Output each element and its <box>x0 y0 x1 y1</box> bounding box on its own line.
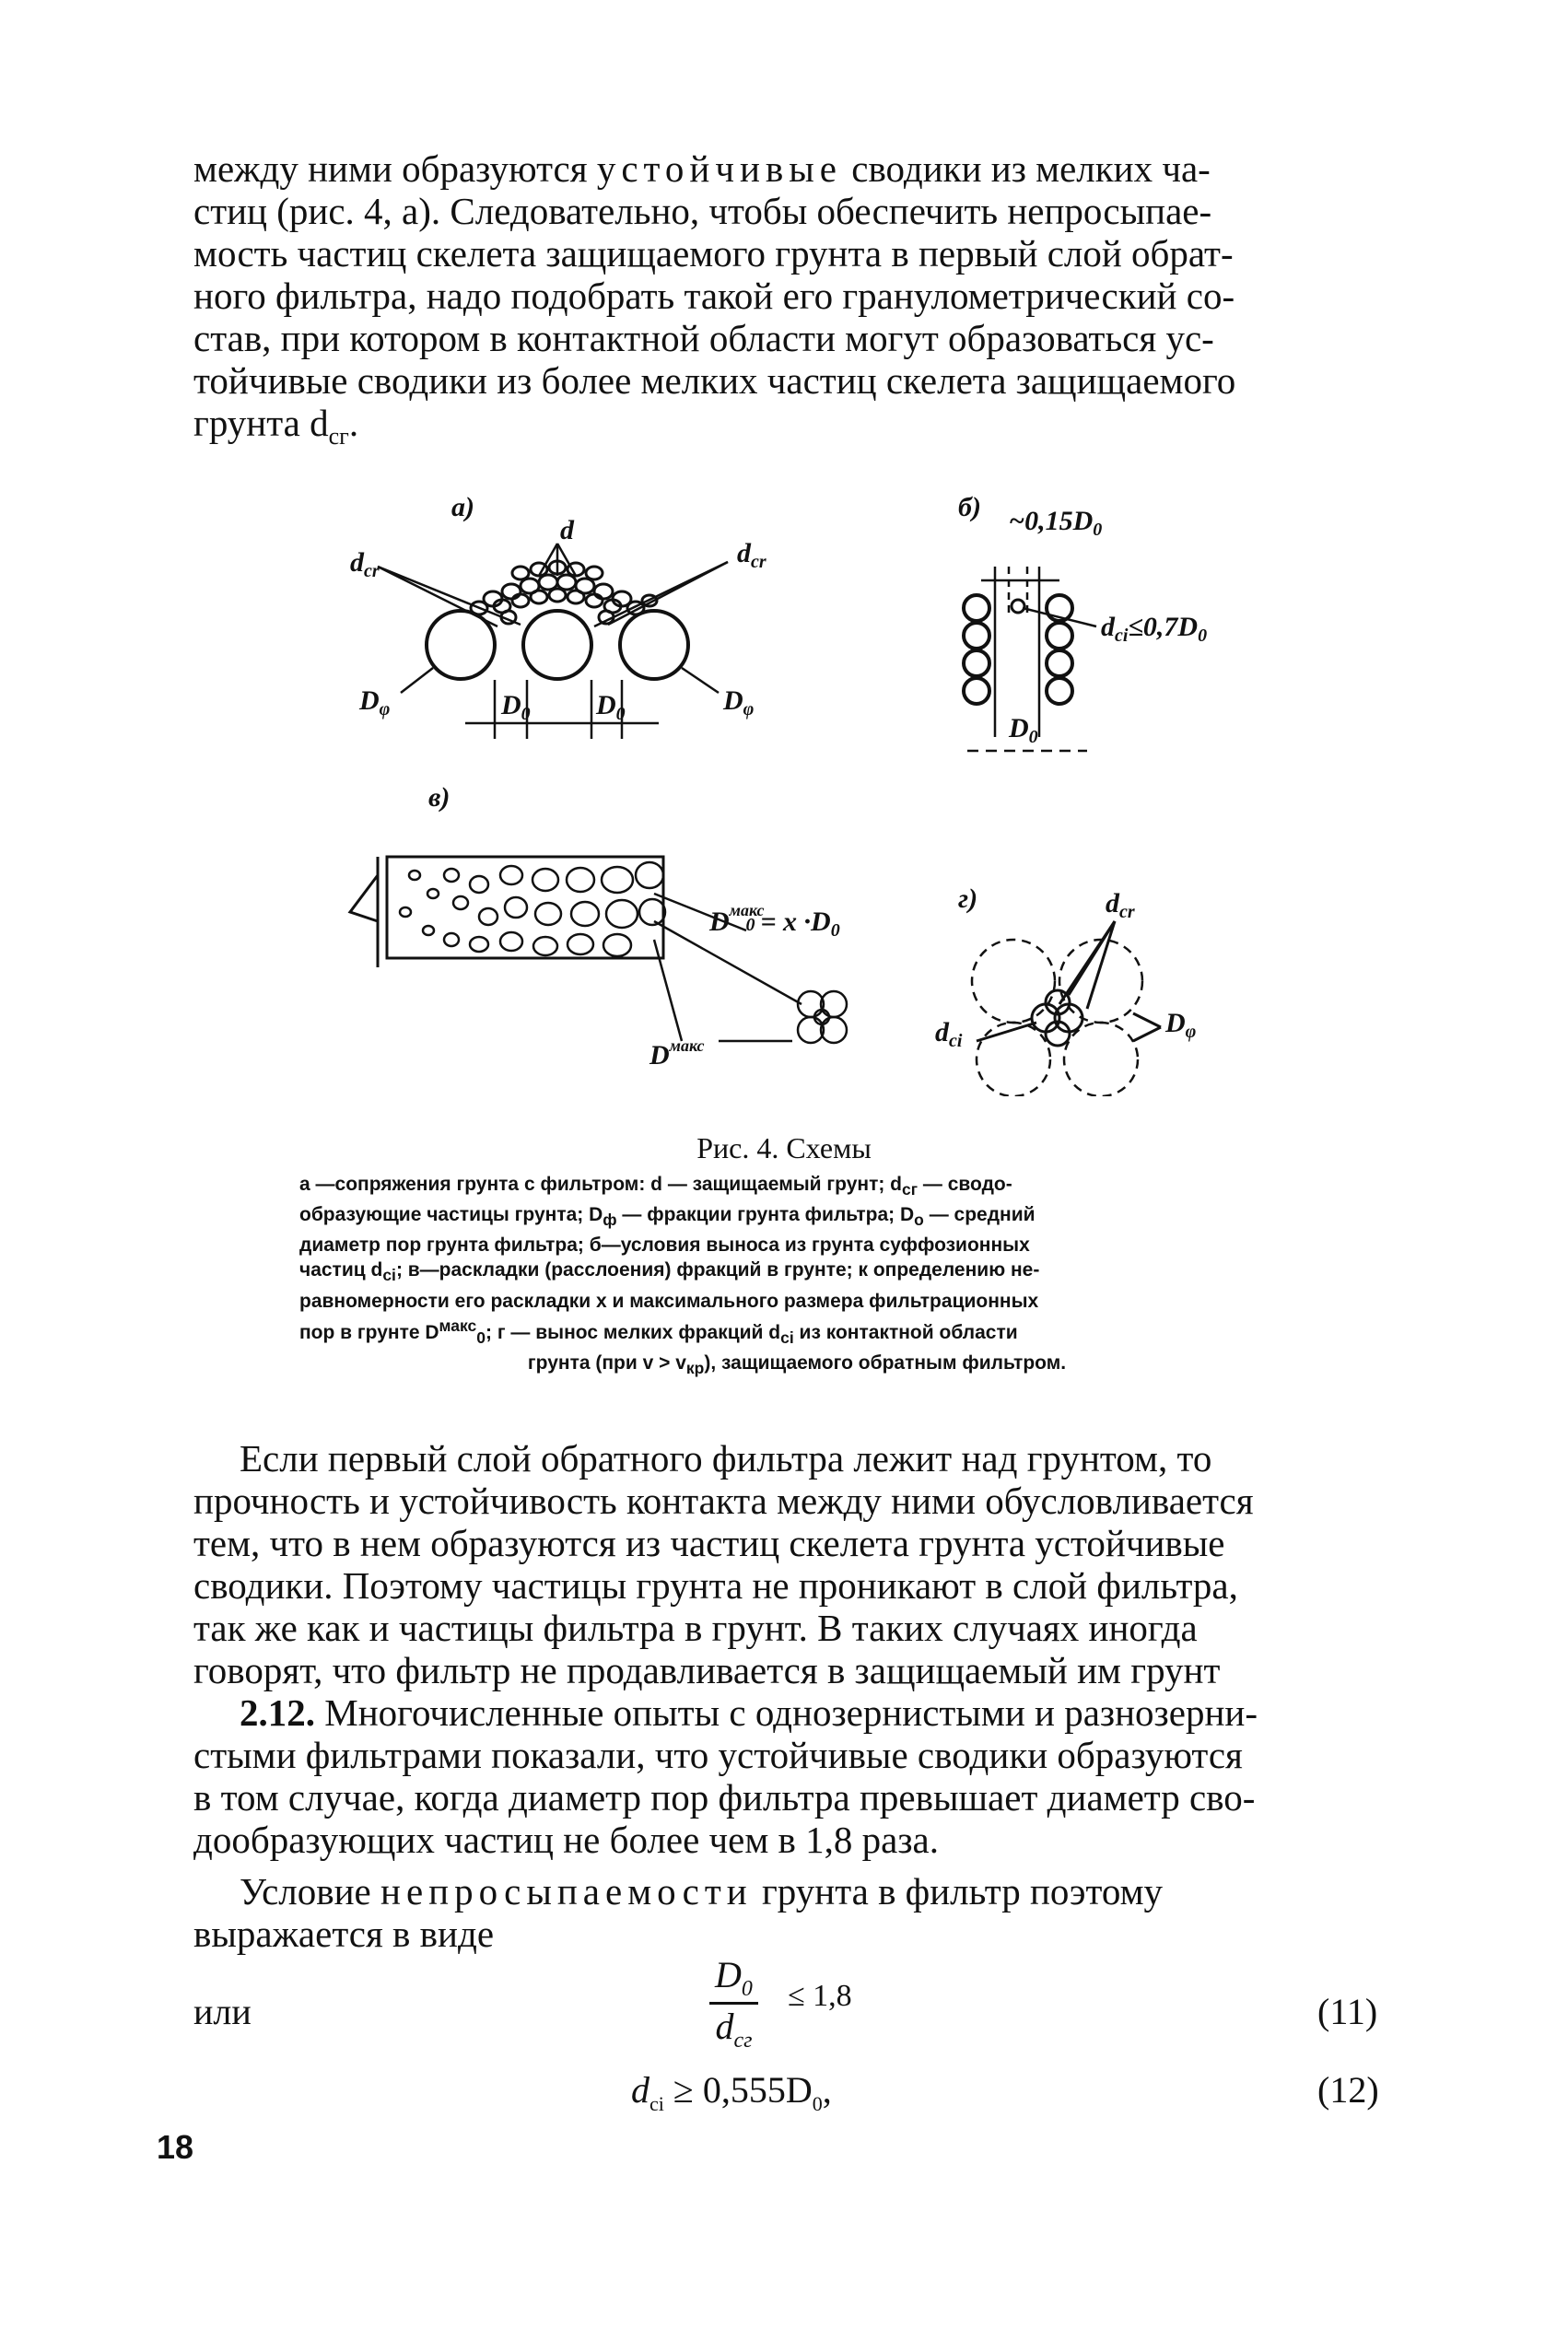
caption-line: пор в грунте $D^{макс}_0$; г — вынос мелких фракций $d_{ci}$ из контактной области <box>299 1316 1018 1347</box>
text-fragment: грунта d <box>193 402 329 444</box>
label-g: г) <box>958 883 978 914</box>
text-fragment: между ними образуются <box>193 147 588 190</box>
c-scheme <box>350 857 847 1043</box>
body-line: тем, что в нем образуются из частиц скелета грунта устойчивые <box>193 1522 1225 1564</box>
section-2-12-paragraph <box>193 1691 1410 1861</box>
label-v: в) <box>428 782 451 813</box>
label-Df-right: $D_\varphi$ <box>723 685 755 719</box>
top-line-6: тойчивые сводики из более мелких частиц скелета защищаемого <box>193 359 1236 402</box>
body-line: прочность и устойчивость контакта между ними обусловливается <box>193 1480 1254 1522</box>
page-number: 18 <box>157 2128 194 2166</box>
text-fragment: . <box>348 402 359 444</box>
label-g-Df: $D_\varphi$ <box>1165 1008 1197 1042</box>
formula-12: $d_{ci} \ge 0,555D_0$, <box>631 2069 832 2115</box>
label-g-dcr: $d_{cr}$ <box>1106 888 1135 922</box>
formula-12-number: (12) <box>1317 2069 1379 2111</box>
formula-11-relation: ≤ 1,8 <box>788 1979 852 2013</box>
label-dcr-right: $d_{cr}$ <box>737 538 766 572</box>
formula-11-number: (11) <box>1317 1991 1378 2032</box>
filter-grain-circle <box>523 611 591 679</box>
emphasized-word: устойчивые <box>596 147 842 190</box>
label-D0-2: $D_0$ <box>596 690 626 724</box>
label-b-dci: $d_{ci}\le 0,7D_0$ <box>1101 612 1208 646</box>
condition-line: выражается в виде <box>193 1913 495 1955</box>
caption-line: образующие частицы грунта; $D_ф$ — фракции грунта фильтра; $D_о$ — средний <box>299 1204 1036 1230</box>
fraction-denominator: $d_{сг}$ <box>715 2006 753 2053</box>
top-line-7 <box>193 402 1410 458</box>
b-scheme <box>964 567 1096 751</box>
label-b-top: $\sim 0,15D_0$ <box>1009 506 1103 540</box>
label-Df-left: $D_\varphi$ <box>359 685 391 719</box>
label-a: а) <box>451 492 474 522</box>
top-line-3: мость частиц скелета защищаемого грунта в первый слой обрат- <box>193 232 1234 275</box>
section-line: дообразующих частиц не более чем в 1,8 раза. <box>193 1819 939 1861</box>
body-line: Если первый слой обратного фильтра лежит над грунтом, то <box>240 1437 1212 1480</box>
caption-line: равномерности его раскладки x и максимального размера фильтрационных <box>299 1290 1039 1312</box>
top-paragraph <box>193 147 1410 458</box>
body-line: так же как и частицы фильтра в грунт. В таких случаях иногда <box>193 1607 1198 1649</box>
figure-caption <box>299 1172 1294 1381</box>
section-line: в том случае, когда диаметр пор фильтра превышает диаметр сво- <box>193 1776 1256 1819</box>
text-fragment: сводики из мелких ча- <box>851 147 1211 190</box>
caption-line: а —сопряжения грунта с фильтром: d — защищаемый грунт; $d_{сг}$ — сводо- <box>299 1174 1012 1199</box>
label-D0-1: $D_0$ <box>501 690 531 724</box>
top-line-4: ного фильтра, надо подобрать такой его гранулометрический со- <box>193 275 1235 317</box>
label-d: d <box>560 515 574 545</box>
d-scheme <box>972 940 1142 1096</box>
body-line: говорят, что фильтр не продавливается в защищаемый им грунт <box>193 1649 1221 1691</box>
caption-line: частиц $d_{ci}$; в—раскладки (расслоения) фракций в грунте; к определению не- <box>299 1259 1040 1285</box>
figure-caption-title: Рис. 4. Схемы <box>696 1131 872 1164</box>
subscript: сг <box>328 423 349 450</box>
section-line: стыми фильтрами показали, что устойчивые сводики образуются <box>193 1734 1243 1776</box>
caption-line: грунта (при $v > v_{кр}$), защищаемого обратным фильтром. <box>527 1351 1067 1377</box>
caption-line: диаметр пор грунта фильтра; б—условия выноса из грунта суффозионных <box>299 1234 1030 1257</box>
top-line-2: стиц (рис. 4, а). Следовательно, чтобы обеспечить непросыпае- <box>193 190 1212 232</box>
label-b-D0: $D_0$ <box>1009 713 1038 747</box>
section-number: 2.12. <box>240 1691 315 1734</box>
label-v-eq: $D^{макс}$ $0 = x \cdot D_0$ <box>709 901 840 941</box>
section-line: 2.12. Многочисленные опыты с однозернистыми и разнозерни- <box>240 1691 1258 1734</box>
top-line-1 <box>193 147 1410 190</box>
condition-paragraph <box>193 1870 1410 1955</box>
label-b: б) <box>958 492 981 522</box>
formula-11-fraction <box>709 1953 758 2053</box>
label-v-Dmax: $D^{макс}$ <box>649 1036 705 1070</box>
label-dcr-left: $d_{cr}$ <box>350 547 380 581</box>
fraction-numerator: $D_0$ <box>709 1953 758 2005</box>
body-paragraph <box>193 1437 1410 1691</box>
word-ili: или <box>193 1991 252 2032</box>
condition-line: Условие непросыпаемости грунта в фильтр поэтому <box>240 1870 1164 1913</box>
emphasized-word: непросыпаемости <box>380 1870 753 1913</box>
label-g-dci: $d_{ci}$ <box>935 1017 963 1051</box>
top-line-5: став, при котором в контактной области могут образоваться ус- <box>193 317 1214 359</box>
body-line: сводики. Поэтому частицы грунта не проникают в слой фильтра, <box>193 1564 1238 1607</box>
figure-4 <box>332 488 1299 1096</box>
filter-grain-circle <box>620 611 688 679</box>
figure-drawing <box>332 488 1299 1096</box>
